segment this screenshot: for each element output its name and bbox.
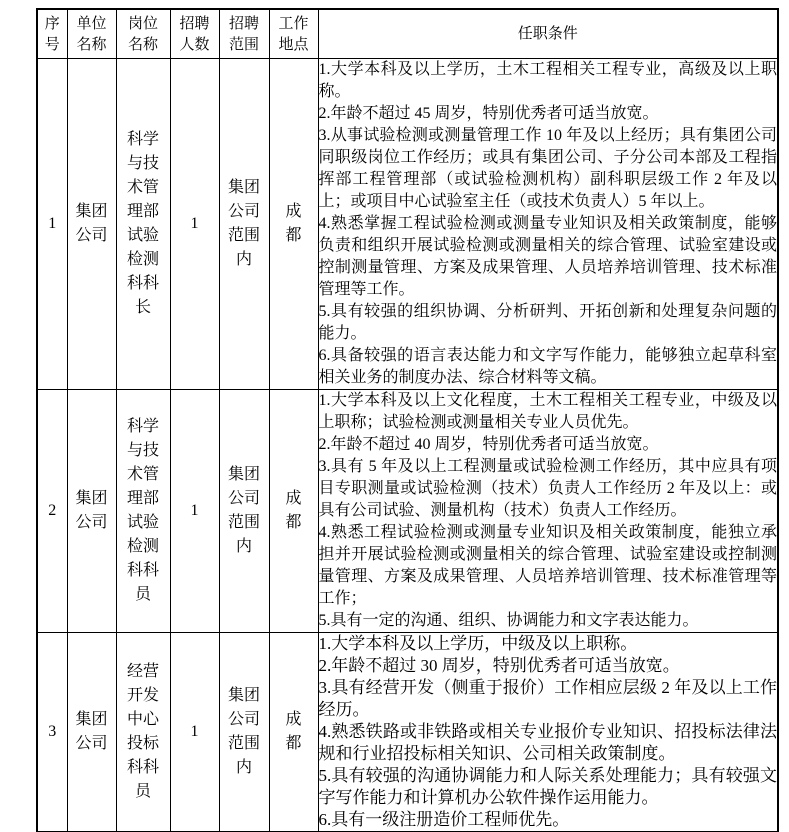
table-header-row: [37, 9, 778, 58]
position-name: 科学与技术管理部试验检测科科长: [126, 130, 159, 316]
unit-name: 集团公司: [75, 202, 108, 244]
position-name: 经营开发中心投标科科员: [126, 662, 159, 800]
requirement-item: 4.熟悉铁路或非铁路或相关专业报价专业知识、招投标法律法规和行业招投标相关知识、公司相关政策制度。: [318, 721, 777, 763]
requirement-item: 5.具有一定的沟通、组织、协调能力和文字表达能力。: [318, 611, 699, 629]
requirement-item: 2.年龄不超过 45 周岁，特别优秀者可适当放宽。: [318, 104, 659, 122]
cell-count: 1: [170, 632, 219, 832]
scope-text: 集团公司范围内: [227, 686, 260, 776]
header-label-location: 工作地点: [278, 14, 309, 53]
requirement-item: 1.大学本科及以上学历，中级及以上职称。: [318, 633, 638, 653]
header-cell-requirements: 任职条件: [318, 9, 778, 58]
unit-name: 集团公司: [75, 710, 108, 752]
location-text: 成都: [285, 489, 302, 531]
cell-seq: 1: [37, 58, 67, 389]
requirement-item: 1.大学本科及以上学历，土木工程相关工程专业，高级及以上职称。: [318, 60, 777, 100]
cell-unit: [67, 58, 116, 389]
requirement-item: 6.具有一级注册造价工程师优先。: [318, 809, 570, 829]
location-text: 成都: [285, 202, 302, 244]
cell-location: [269, 632, 318, 832]
table-row-1: [37, 58, 778, 389]
header-label-seq: 序号: [44, 14, 60, 53]
cell-position: [116, 389, 170, 632]
cell-position: [116, 58, 170, 389]
recruitment-table: [36, 8, 779, 832]
cell-unit: [67, 389, 116, 632]
position-name: 科学与技术管理部试验检测科科员: [126, 417, 159, 603]
cell-seq: 2: [37, 389, 67, 632]
location-text: 成都: [285, 710, 302, 752]
cell-location: [269, 389, 318, 632]
header-cell-unit: [67, 9, 116, 58]
cell-location: [269, 58, 318, 389]
unit-name: 集团公司: [75, 489, 108, 531]
requirement-item: 2.年龄不超过 40 周岁，特别优秀者可适当放宽。: [318, 435, 659, 453]
header-cell-scope: [219, 9, 269, 58]
header-cell-seq: [37, 9, 67, 58]
cell-requirements: [318, 58, 778, 389]
header-label-position: 岗位名称: [127, 14, 158, 53]
header-label-scope: 招聘范围: [228, 14, 259, 53]
cell-scope: [219, 632, 269, 832]
requirement-item: 4.熟悉掌握工程试验检测或测量专业知识及相关政策制度，能够负责和组织开展试验检测或测量相关的综合管理、试验室建设或控制测量管理、方案及成果管理、人员培养培训管理、技术标准管理等工作。: [318, 214, 777, 298]
header-cell-count: [170, 9, 219, 58]
header-label-count: 招聘人数: [179, 14, 210, 53]
requirement-item: 4.熟悉工程试验检测或测量专业知识及相关政策制度，能独立承担并开展试验检测或测量相关的综合管理、试验室建设或控制测量管理、方案及成果管理、人员培养培训管理、技术标准管理等工作；: [318, 523, 777, 607]
header-label-unit: 单位名称: [76, 14, 107, 53]
scope-text: 集团公司范围内: [227, 465, 260, 555]
cell-count: 1: [170, 58, 219, 389]
requirement-item: 1.大学本科及以上文化程度，土木工程相关工程专业，中级及以上职称；试验检测或测量相关专业人员优先。: [318, 391, 777, 431]
requirement-item: 6.具备较强的语言表达能力和文字写作能力，能够独立起草科室相关业务的制度办法、综合材料等文稿。: [318, 346, 777, 386]
requirement-item: 3.具有经营开发（侧重于报价）工作相应层级 2 年及以上工作经历。: [318, 677, 777, 719]
table-row-3: [37, 632, 778, 832]
requirement-item: 3.从事试验检测或测量管理工作 10 年及以上经历；具有集团公司同职级岗位工作经历；或具有集团公司、子分公司本部及工程指挥部工程管理部（或试验检测机构）副科职层级工作 2 年及以上；或项目中心试验室主任（或技术负责人）5 年以上。: [318, 126, 777, 210]
header-cell-location: [269, 9, 318, 58]
requirement-item: 5.具有较强的沟通协调能力和人际关系处理能力；具有较强文字写作能力和计算机办公软件操作运用能力。: [318, 765, 777, 807]
cell-position: [116, 632, 170, 832]
table-row-2: [37, 389, 778, 632]
cell-seq: 3: [37, 632, 67, 832]
cell-unit: [67, 632, 116, 832]
scope-text: 集团公司范围内: [227, 178, 260, 268]
header-cell-position: [116, 9, 170, 58]
cell-scope: [219, 58, 269, 389]
cell-requirements: [318, 389, 778, 632]
requirement-item: 5.具有较强的组织协调、分析研判、开拓创新和处理复杂问题的能力。: [318, 302, 777, 342]
cell-count: 1: [170, 389, 219, 632]
cell-requirements: [318, 632, 778, 832]
cell-scope: [219, 389, 269, 632]
requirement-item: 2.年龄不超过 30 周岁，特别优秀者可适当放宽。: [318, 655, 680, 675]
requirement-item: 3.具有 5 年及以上工程测量或试验检测工作经历，其中应具有项目专职测量或试验检测（技术）负责人工作经历 2 年及以上：或具有公司试验、测量机构（技术）负责人工作经历。: [318, 457, 777, 519]
